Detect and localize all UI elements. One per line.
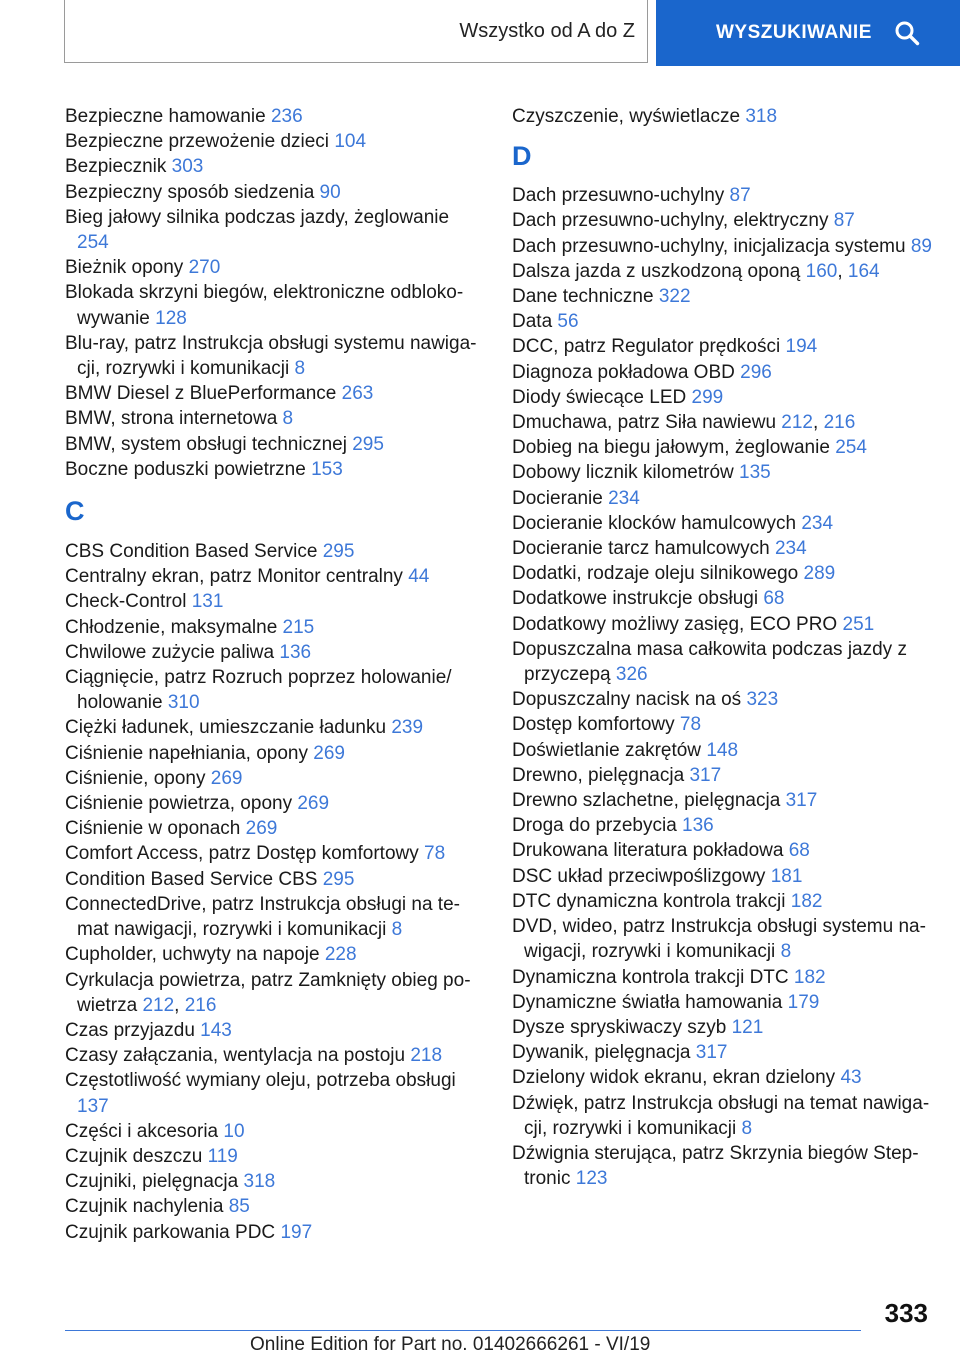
page-reference-link[interactable]: 269 <box>210 767 243 789</box>
index-entry-text: Drukowana literatura pokładowa <box>512 840 784 862</box>
index-entry <box>512 990 932 1015</box>
index-entry-text: Docieranie <box>512 487 603 509</box>
index-entry-text: Droga do przebycia <box>512 815 677 837</box>
index-entry-text: Czas przyjazdu <box>65 1019 195 1041</box>
page-reference-link[interactable]: 104 <box>334 131 367 153</box>
index-entry-text: Doświetlanie zakrętów <box>512 739 702 761</box>
page-reference-link[interactable]: 194 <box>785 336 818 358</box>
index-entry-text: Ciśnienie w oponach <box>65 818 241 840</box>
index-entry-text: Czyszczenie, wyświetlacze <box>512 106 741 127</box>
index-entry-text: Dach przesuwno-uchylny, elektryczny <box>512 210 829 232</box>
index-entry-text: DCC, patrz Regulator prędkości <box>512 336 781 358</box>
index-entry-text: Bezpieczne hamowanie <box>65 106 266 127</box>
page-reference-link[interactable]: 44 <box>408 566 430 588</box>
index-entry-text: Bieg jałowy silnika podczas jazdy, żeglowanie <box>65 206 450 228</box>
index-entry <box>512 104 932 129</box>
header <box>0 0 960 66</box>
index-entry <box>65 1043 485 1068</box>
index-entry-text: Drewno szlachetne, pielęgnacja <box>512 790 781 812</box>
page-reference-link[interactable]: 310 <box>167 692 200 714</box>
index-entry <box>512 334 932 359</box>
index-entry-text: DVD, wideo, patrz Instrukcja obsługi systemu nawigacji, rozrywki i komunikacji <box>512 916 926 963</box>
index-entry-text: ConnectedDrive, patrz Instrukcja obsługi na temat nawigacji, rozrywki i komunikacji <box>65 893 460 941</box>
index-entry-text: Cyrkulacja powietrza, patrz Zamknięty obieg powietrza <box>65 969 471 1016</box>
index-entry: Dmuchawa, patrz Siła nawiewu 212, 216 <box>512 412 856 434</box>
index-entry-text: Ciśnienie, opony <box>65 767 206 789</box>
page-reference-link[interactable]: 212 <box>142 994 175 1016</box>
page-reference-link[interactable]: 303 <box>171 156 204 178</box>
index-entry-text: Czasy załączania, wentylacja na postoju <box>65 1045 406 1067</box>
index-entry-text: Bieżnik opony <box>65 257 184 279</box>
page-reference-link[interactable]: 43 <box>840 1067 862 1089</box>
index-entry <box>65 381 485 406</box>
page-reference-link[interactable]: 270 <box>188 257 221 279</box>
index-entry-text: Dach przesuwno-uchylny, inicjalizacja systemu <box>512 235 906 257</box>
index-column-right <box>512 104 932 1191</box>
page-reference-link[interactable]: 234 <box>608 487 640 509</box>
page-reference-link[interactable]: 239 <box>391 717 424 739</box>
index-entry <box>65 406 485 431</box>
page-reference-link[interactable]: 8 <box>391 919 403 941</box>
index-entry-text: Bezpiecznik <box>65 156 167 178</box>
footer-divider <box>65 1330 861 1331</box>
tab-a-to-z[interactable] <box>64 0 648 63</box>
index-entry-text: CBS Condition Based Service <box>65 541 318 563</box>
index-entry <box>65 766 485 791</box>
index-entry <box>65 715 485 740</box>
index-entry <box>65 205 485 255</box>
page-reference-link[interactable]: 234 <box>774 538 807 560</box>
page-reference-link[interactable]: 78 <box>679 714 702 736</box>
index-entry-text: Ciężki ładunek, umieszczanie ładunku <box>65 717 387 739</box>
page-reference-link[interactable]: 269 <box>245 818 278 840</box>
page-reference-link[interactable]: 8 <box>294 358 306 380</box>
page-reference-link[interactable]: 8 <box>282 408 294 430</box>
index-column-left <box>65 104 485 1245</box>
index-entry-text: Chwilowe zużycie paliwa <box>65 641 275 663</box>
index-entry <box>65 1169 485 1194</box>
index-entry-text: Dostęp komfortowy <box>512 714 675 736</box>
magnifier-icon <box>894 20 920 46</box>
index-entry-text: BMW, system obsługi technicznej <box>65 433 347 455</box>
index-entry-text: Czujnik parkowania PDC <box>65 1221 276 1243</box>
index-entry-text: Boczne poduszki powietrzne <box>65 458 306 480</box>
index-entry <box>512 612 932 637</box>
tab-search-label: WYSZUKIWANIE <box>716 22 872 43</box>
page-reference-link[interactable]: 121 <box>731 1016 764 1038</box>
index-entry <box>512 763 932 788</box>
index-entry-text: Ciśnienie napełniania, opony <box>65 742 308 764</box>
index-entry-text: DSC układ przeciwpoślizgowy <box>512 865 766 887</box>
page-reference-link[interactable]: 317 <box>785 790 818 812</box>
section-letter: D <box>512 141 532 172</box>
page-reference-link[interactable]: 323 <box>746 689 779 711</box>
index-entry <box>512 460 932 485</box>
page-reference-link[interactable]: 136 <box>279 641 312 663</box>
index-entry <box>512 788 932 813</box>
index-entry-text: Cupholder, uchwyty na napoje <box>65 944 320 966</box>
page-reference-link[interactable]: 10 <box>223 1120 245 1142</box>
index-entry-text: Dźwignia sterująca, patrz Skrzynia biegów Steptronic <box>512 1142 919 1190</box>
page-reference-link[interactable]: 87 <box>833 210 855 232</box>
page-reference-link[interactable]: 160 <box>805 260 838 282</box>
page-reference-link[interactable]: 8 <box>780 941 792 963</box>
page-reference-link[interactable]: 289 <box>803 563 836 585</box>
index-entry <box>65 564 485 589</box>
index-entry-text: Czujniki, pielęgnacja <box>65 1171 239 1193</box>
index-entry <box>65 154 485 179</box>
index-entry-text: Ciągnięcie, patrz Rozruch poprzez holowanie/​holowanie <box>65 667 452 714</box>
page-reference-link[interactable]: 216 <box>823 412 856 434</box>
index-entry <box>512 838 932 863</box>
index-entry <box>512 511 932 536</box>
index-entry-text: Dynamiczna kontrola trakcji DTC <box>512 966 789 988</box>
index-entry-text: Comfort Access, patrz Dostęp komfortowy <box>65 843 419 865</box>
index-entry <box>512 738 932 763</box>
index-entry-text: Dźwięk, patrz Instrukcja obsługi na temat nawigacji, rozrywki i komunikacji <box>512 1092 930 1139</box>
index-entry-text: Dalsza jazda z uszkodzoną oponą <box>512 260 801 282</box>
index-entry-text: Bezpieczne przewożenie dzieci <box>65 131 330 153</box>
index-entry-text: Data <box>512 311 553 333</box>
index-entry-text: Dysze spryskiwaczy szyb <box>512 1016 727 1038</box>
page-reference-link[interactable]: 254 <box>77 232 109 254</box>
index-entry <box>65 615 485 640</box>
index-entry <box>512 1015 932 1040</box>
index-entry-text: Dobieg na biegu jałowym, żeglowanie <box>512 437 830 459</box>
index-entry-text: Dynamiczne światła hamowania <box>512 991 783 1013</box>
page-number: 333 <box>884 1298 928 1328</box>
page-reference-link[interactable]: 251 <box>842 613 875 635</box>
page-reference-link[interactable]: 322 <box>658 286 691 308</box>
index-entry-text: Dodatki, rodzaje oleju silnikowego <box>512 563 799 585</box>
index-entry <box>512 234 932 259</box>
index-entry <box>512 965 932 990</box>
index-entry <box>512 1091 932 1141</box>
index-entry-text: Dodatkowe instrukcje obsługi <box>512 588 759 610</box>
page-reference-link[interactable]: 299 <box>691 386 724 408</box>
index-entry <box>512 309 932 334</box>
page-reference-link[interactable]: 269 <box>313 742 345 764</box>
page-reference-link[interactable]: 123 <box>575 1168 608 1190</box>
tab-search[interactable] <box>656 0 960 66</box>
index-entry <box>65 129 485 154</box>
page-reference-link[interactable]: 236 <box>270 106 303 127</box>
page-reference-link[interactable]: 56 <box>557 311 579 333</box>
index-entry <box>512 385 932 410</box>
page-reference-link[interactable]: 87 <box>729 185 751 207</box>
index-entry <box>65 1194 485 1219</box>
index-entry-text: Condition Based Service CBS <box>65 868 318 890</box>
page-reference-link[interactable]: 119 <box>207 1145 238 1167</box>
index-entry-text: BMW, strona internetowa <box>65 408 278 430</box>
index-entry-text: Blu-ray, patrz Instrukcja obsługi systemu nawigacji, rozrywki i komunikacji <box>65 332 477 380</box>
index-entry: Dalsza jazda z uszkodzoną oponą 160, 164 <box>512 260 880 282</box>
page-reference-link[interactable]: 269 <box>297 793 330 815</box>
index-entry-text: Dywanik, pielęgnacja <box>512 1042 691 1064</box>
index-entry-text: Czujnik deszczu <box>65 1145 203 1167</box>
page-reference-link[interactable]: 295 <box>322 541 355 563</box>
index-entry <box>512 486 932 511</box>
page-reference-link[interactable]: 148 <box>706 739 739 761</box>
index-entry <box>65 457 485 482</box>
page-reference-link[interactable]: 136 <box>682 815 714 837</box>
footer-edition-text: Online Edition for Part no. 01402666261 - VI/19 <box>250 1334 651 1355</box>
index-entry <box>65 816 485 841</box>
index-entry-text: Drewno, pielęgnacja <box>512 764 685 786</box>
index-entry <box>65 867 485 892</box>
index-entry <box>65 104 485 129</box>
page-reference-link[interactable]: 197 <box>280 1221 313 1243</box>
index-entry <box>512 864 932 889</box>
index-entry <box>65 791 485 816</box>
index-entry <box>65 892 485 942</box>
index-entry <box>65 180 485 205</box>
index-entry <box>512 183 932 208</box>
page-reference-link[interactable]: 153 <box>311 458 343 480</box>
index-entry-text: Blokada skrzyni biegów, elektroniczne odblokowywanie <box>65 282 464 329</box>
page-reference-link[interactable]: 164 <box>847 260 880 282</box>
index-entry-text: Ciśnienie powietrza, opony <box>65 793 293 815</box>
index-entry <box>512 284 932 309</box>
page-reference-link[interactable]: 85 <box>228 1196 250 1218</box>
index-entry <box>512 1040 932 1065</box>
page-reference-link[interactable]: 68 <box>763 588 785 610</box>
index-entry-text: Dzielony widok ekranu, ekran dzielony <box>512 1067 836 1089</box>
index-entry-text: Częstotliwość wymiany oleju, potrzeba obsługi <box>65 1070 456 1092</box>
page-reference-link[interactable]: 296 <box>740 361 772 383</box>
page-reference-link[interactable]: 128 <box>155 307 187 329</box>
index-entry <box>65 640 485 665</box>
page-reference-link[interactable]: 254 <box>835 437 867 459</box>
page-reference-link[interactable]: 216 <box>184 994 217 1016</box>
index-entry-text: BMW Diesel z BluePerformance <box>65 383 337 405</box>
page-reference-link[interactable]: 228 <box>324 944 357 966</box>
index-entry-text: Dach przesuwno-uchylny <box>512 185 725 207</box>
index-entry <box>65 665 485 715</box>
index-entry <box>512 1141 932 1191</box>
page-reference-link[interactable]: 135 <box>739 462 771 484</box>
index-entry <box>512 208 932 233</box>
index-entry <box>512 1065 932 1090</box>
index-entry <box>65 589 485 614</box>
index-entry <box>512 712 932 737</box>
page-reference-link[interactable]: 212 <box>781 412 813 434</box>
index-entry <box>65 539 485 564</box>
index-entry-text: Czujnik nachylenia <box>65 1196 224 1218</box>
index-entry-text: Dopuszczalna masa całkowita podczas jazdy z przyczepą <box>512 638 907 686</box>
index-entry <box>65 255 485 280</box>
index-entry <box>512 637 932 687</box>
index-entry <box>512 435 932 460</box>
index-entry <box>65 432 485 457</box>
page-reference-link[interactable]: 78 <box>424 843 446 865</box>
index-entry <box>65 1068 485 1118</box>
index-entry-text: Centralny ekran, patrz Monitor centralny <box>65 566 403 588</box>
index-entry <box>65 741 485 766</box>
page-reference-link[interactable]: 8 <box>741 1117 753 1139</box>
page-reference-link[interactable]: 182 <box>790 890 823 912</box>
index-entry-text: Check-Control <box>65 591 187 613</box>
index-entry <box>512 914 932 964</box>
page-reference-link[interactable]: 90 <box>319 181 341 203</box>
tab-a-to-z-label: Wszystko od A do Z <box>459 19 635 42</box>
page-reference-link[interactable]: 89 <box>910 235 932 257</box>
index-entry <box>65 942 485 967</box>
index-entry: Cyrkulacja powietrza, patrz Zamknięty obieg powietrza 212, 216 <box>65 969 471 1016</box>
index-entry-text: Dane techniczne <box>512 286 654 308</box>
index-entry <box>512 586 932 611</box>
page-reference-link[interactable]: 131 <box>191 591 224 613</box>
page-reference-link[interactable]: 234 <box>801 512 834 534</box>
index-entry <box>65 331 485 381</box>
index-entry <box>65 1018 485 1043</box>
index-entry <box>512 813 932 838</box>
index-entry-text: Dodatkowy możliwy zasięg, ECO PRO <box>512 613 838 635</box>
page-reference-link[interactable]: 137 <box>77 1095 109 1117</box>
page-reference-link[interactable]: 218 <box>410 1045 443 1067</box>
index-entry-text: Bezpieczny sposób siedzenia <box>65 181 315 203</box>
index-entry <box>65 280 485 330</box>
index-entry-text: Chłodzenie, maksymalne <box>65 616 278 638</box>
index-entry-text: Diagnoza pokładowa OBD <box>512 361 735 383</box>
index-entry <box>512 360 932 385</box>
index-entry <box>512 889 932 914</box>
index-entry <box>512 687 932 712</box>
page-reference-link[interactable]: 263 <box>341 383 374 405</box>
index-entry-text: DTC dynamiczna kontrola trakcji <box>512 890 786 912</box>
page-reference-link[interactable]: 295 <box>352 433 384 455</box>
page-reference-link[interactable]: 318 <box>243 1171 276 1193</box>
index-entry-text: Docieranie klocków hamulcowych <box>512 512 797 534</box>
page-reference-link[interactable]: 317 <box>689 764 722 786</box>
index-entry <box>65 841 485 866</box>
page-reference-link[interactable]: 326 <box>615 664 648 686</box>
index-entry <box>65 1144 485 1169</box>
section-letter: C <box>65 496 85 527</box>
index-entry-text: Docieranie tarcz hamulcowych <box>512 538 770 560</box>
page-reference-link[interactable]: 68 <box>788 840 810 862</box>
page-reference-link[interactable]: 181 <box>770 865 803 887</box>
page-reference-link[interactable]: 182 <box>793 966 826 988</box>
page-reference-link[interactable]: 318 <box>745 106 778 127</box>
index-entry-text: Części i akcesoria <box>65 1120 219 1142</box>
index-entry-text: Dopuszczalny nacisk na oś <box>512 689 742 711</box>
page-reference-link[interactable]: 295 <box>322 868 355 890</box>
index-entry <box>65 1220 485 1245</box>
page-reference-link[interactable]: 179 <box>787 991 820 1013</box>
index-entry <box>512 536 932 561</box>
index-entry <box>65 1119 485 1144</box>
index-entry <box>512 561 932 586</box>
index-entry-text: Dmuchawa, patrz Siła nawiewu <box>512 412 777 434</box>
page-reference-link[interactable]: 143 <box>200 1019 232 1041</box>
index-entry-text: Diody świecące LED <box>512 386 687 408</box>
page-reference-link[interactable]: 215 <box>282 616 315 638</box>
page-reference-link[interactable]: 317 <box>695 1042 728 1064</box>
index-entry-text: Dobowy licznik kilometrów <box>512 462 734 484</box>
